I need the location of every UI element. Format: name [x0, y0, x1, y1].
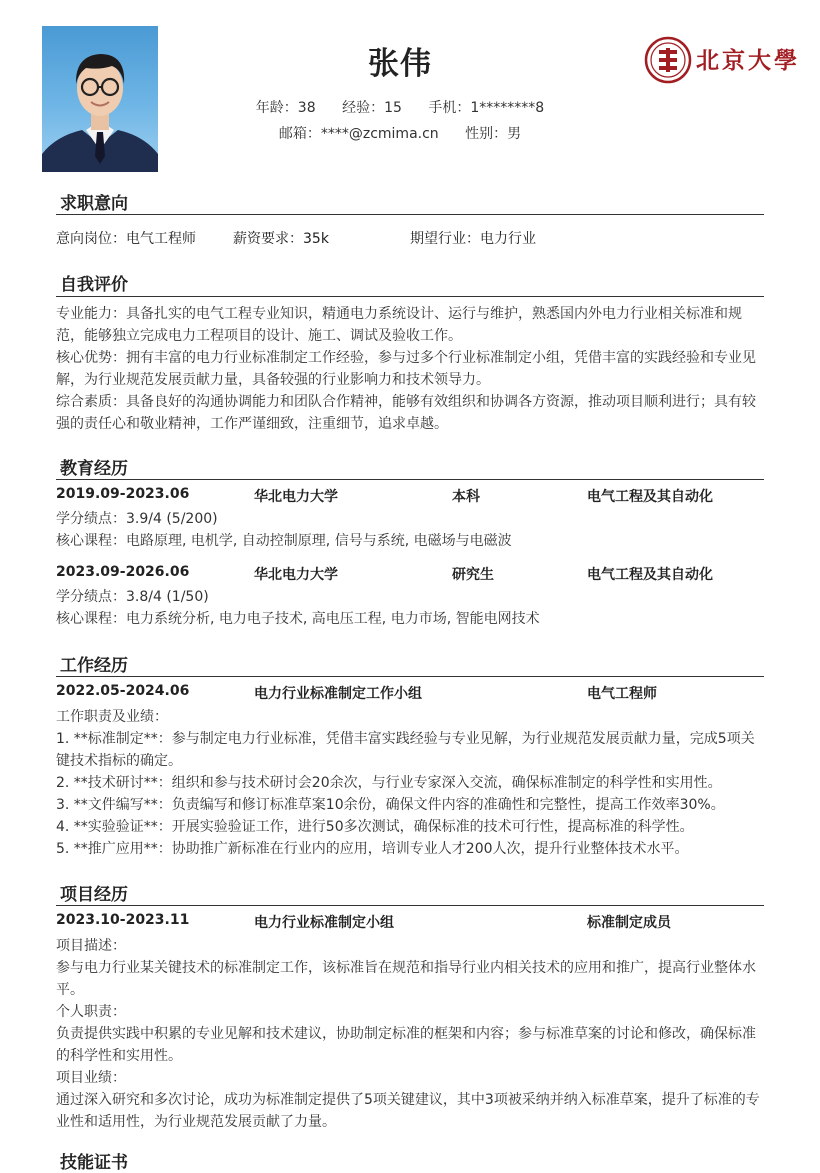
university-seal-icon: [644, 36, 692, 84]
university-logo: [644, 36, 800, 84]
project-org: 电力行业标准制定小组: [254, 915, 394, 931]
gender-info: [465, 126, 521, 142]
phone-value: 1********8: [470, 100, 545, 116]
intent-position: 意向岗位：电气工程师: [56, 231, 196, 247]
education-courses: 核心课程：电力系统分析, 电力电子技术, 高电压工程, 电力市场, 智能电网技术: [56, 611, 540, 627]
section-title-project: 项目经历: [60, 885, 128, 905]
self-eval-paragraph: 核心优势：拥有丰富的电力行业标准制定工作经验，参与过多个行业标准制定小组，凭借丰富的实践经验和专业见解，为行业规范发展贡献力量，具备较强的行业影响力和技术领导力。: [56, 350, 756, 388]
section-divider: [56, 905, 764, 906]
email-value: ****@zcmima.cn: [320, 126, 439, 142]
education-school: 华北电力大学: [254, 489, 338, 505]
gender-label: 性别：: [465, 126, 508, 142]
section-divider: [56, 214, 764, 215]
email-label: 邮箱：: [278, 126, 321, 142]
education-degree: 本科: [452, 489, 480, 505]
info-line-1: [0, 97, 800, 117]
project-desc: 参与电力行业某关键技术的标准制定工作，该标准旨在规范和指导行业内相关技术的应用和推广，提高行业整体水平。: [56, 960, 756, 998]
section-title-work: 工作经历: [60, 656, 128, 676]
education-period: 2023.09-2026.06: [56, 564, 190, 580]
project-result-label: 项目业绩：: [56, 1070, 126, 1086]
project-desc-label: 项目描述：: [56, 938, 126, 954]
section-title-education: 教育经历: [60, 459, 128, 479]
project-role: 标准制定成员: [587, 915, 671, 931]
age-label: 年龄：: [255, 100, 298, 116]
education-entry-header: [56, 486, 764, 508]
section-divider: [56, 296, 764, 297]
work-intro: 工作职责及业绩：: [56, 709, 168, 725]
work-item: 4. **实验验证**：开展实验验证工作，进行50多次测试，确保标准的技术可行性，提高标准的科学性。: [56, 819, 694, 835]
project-entry-header: [56, 912, 764, 934]
section-title-self-eval: 自我评价: [60, 275, 128, 295]
work-item: 1. **标准制定**：参与制定电力行业标准，凭借丰富实践经验与专业见解，为行业规范发展贡献力量，完成5项关键技术指标的确定。: [56, 731, 755, 769]
phone-info: [428, 100, 544, 116]
experience-value: 15: [384, 100, 402, 116]
work-period: 2022.05-2024.06: [56, 683, 190, 699]
education-courses: 核心课程：电路原理, 电机学, 自动控制原理, 信号与系统, 电磁场与电磁波: [56, 533, 512, 549]
work-item: 5. **推广应用**：协助推广新标准在行业内的应用，培训专业人才200人次，提升行业整体技术水平。: [56, 841, 689, 857]
email-info: [279, 126, 439, 142]
project-period: 2023.10-2023.11: [56, 912, 190, 928]
section-title-intent: 求职意向: [60, 194, 128, 214]
education-school: 华北电力大学: [254, 567, 338, 583]
education-entry-header: [56, 564, 764, 586]
work-item: 2. **技术研讨**：组织和参与技术研讨会20余次，与行业专家深入交流，确保标准制定的科学性和实用性。: [56, 775, 722, 791]
section-title-skills: 技能证书: [60, 1153, 128, 1173]
education-major: 电气工程及其自动化: [587, 489, 713, 505]
gender-value: 男: [507, 126, 522, 142]
intent-industry: 期望行业：电力行业: [410, 231, 536, 247]
project-result: 通过深入研究和多次讨论，成功为标准制定提供了5项关键建议，其中3项被采纳并纳入标准草案，提升了标准的专业性和适用性，为行业规范发展贡献了力量。: [56, 1092, 760, 1130]
work-entry-header: [56, 683, 764, 705]
section-divider: [56, 676, 764, 677]
experience-label: 经验：: [342, 100, 385, 116]
info-line-2: [0, 123, 800, 143]
candidate-name: 张伟: [368, 46, 432, 82]
section-divider: [56, 479, 764, 480]
experience-info: [342, 100, 402, 116]
education-gpa: 学分绩点：3.9/4 (5/200): [56, 511, 218, 527]
self-eval-paragraph: 综合素质：具备良好的沟通协调能力和团队合作精神，能够有效组织和协调各方资源，推动项目顺利进行；具有较强的责任心和敬业精神，工作严谨细致，注重细节，追求卓越。: [56, 394, 756, 432]
intent-salary: 薪资要求：35k: [233, 231, 329, 247]
university-logo-text: 北京大學: [696, 47, 800, 74]
age-info: [256, 100, 316, 116]
phone-label: 手机：: [428, 100, 471, 116]
work-role: 电气工程师: [587, 686, 657, 702]
intent-row: [56, 228, 764, 250]
education-major: 电气工程及其自动化: [587, 567, 713, 583]
work-item: 3. **文件编写**：负责编写和修订标准草案10余份，确保文件内容的准确性和完整性，提高工作效率30%。: [56, 797, 725, 813]
self-eval-paragraph: 专业能力：具备扎实的电气工程专业知识，精通电力系统设计、运行与维护，熟悉国内外电力行业相关标准和规范，能够独立完成电力工程项目的设计、施工、调试及验收工作。: [56, 306, 742, 344]
project-duty: 负责提供实践中积累的专业见解和技术建议，协助制定标准的框架和内容；参与标准草案的讨论和修改，确保标准的科学性和实用性。: [56, 1026, 756, 1064]
work-org: 电力行业标准制定工作小组: [254, 686, 422, 702]
education-gpa: 学分绩点：3.8/4 (1/50): [56, 589, 209, 605]
education-degree: 研究生: [452, 567, 494, 583]
age-value: 38: [297, 100, 316, 116]
project-duty-label: 个人职责：: [56, 1004, 126, 1020]
education-period: 2019.09-2023.06: [56, 486, 190, 502]
